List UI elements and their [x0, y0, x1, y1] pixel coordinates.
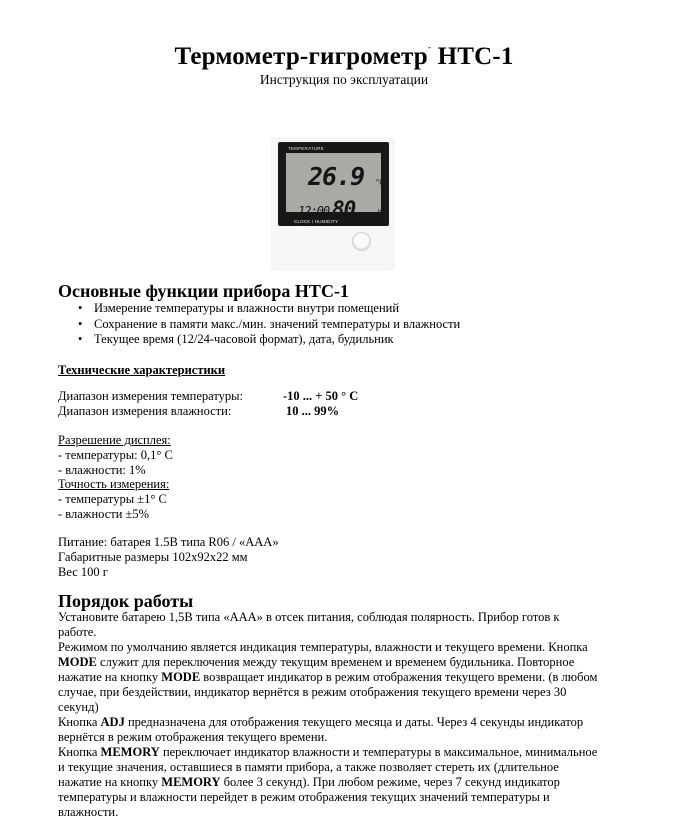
text-span: нажатие на кнопку	[58, 775, 162, 789]
lcd-humidity: 80	[332, 197, 356, 221]
list-item	[58, 301, 460, 317]
device-label-clock-humidity: CLOCK / HUMIDITY	[294, 219, 339, 224]
temp-range-label: Диапазон измерения температуры:	[58, 389, 244, 403]
memory-key-label: MEMORY	[100, 745, 160, 759]
page-title	[0, 42, 688, 71]
mode-key-label: MODE	[161, 670, 201, 684]
title-superscript: -	[427, 42, 432, 52]
hum-range-label: Диапазон измерения влажности:	[58, 404, 232, 418]
bullet-icon: •	[78, 316, 83, 331]
operation-p1-line1: Установите батарею 1,5В типа «ААА» в отсек питания, соблюдая полярность. Прибор готов к	[58, 610, 560, 624]
lcd-temp-unit: °C	[376, 178, 385, 187]
resolution-humidity: - влажности: 1%	[58, 463, 146, 477]
operation-p3-line1	[58, 715, 583, 730]
accuracy-heading: Точность измерения:	[58, 477, 170, 491]
operation-p2-line5: секунд)	[58, 700, 99, 714]
functions-heading: Основные функции прибора HTC-1	[58, 281, 349, 301]
text-span: переключает индикатор влажности и температуры в максимальное, минимальное	[159, 745, 598, 759]
device-lcd	[286, 153, 386, 221]
operation-p4-line2: и текущие значения, оставшиеся в памяти прибора, а также позволяет стереть их (длительное	[58, 760, 559, 774]
device-screen	[278, 142, 389, 232]
operation-heading: Порядок работы	[58, 591, 194, 611]
dimensions-spec: Габаритные размеры 102х92х22 мм	[58, 550, 248, 564]
device-model-label: HTC-1	[294, 226, 309, 232]
operation-p2-line3	[58, 670, 597, 685]
bullet-icon: •	[78, 301, 83, 315]
text-span: предназначена для отображения текущего месяца и даты. Через 4 секунды индикатор	[124, 715, 584, 729]
text-span: более 3 секунд). При любом режиме, через 7 секунд индикатор	[220, 775, 560, 789]
operation-p4-line5: влажности.	[58, 805, 119, 819]
list-item	[58, 332, 460, 348]
lcd-temperature: 26.9	[308, 162, 365, 191]
hum-range-value: 10 ... 99%	[286, 404, 340, 418]
operation-p2-line2	[58, 655, 574, 670]
operation-p1-line2: работе.	[58, 625, 97, 639]
accuracy-temperature: - температуры ±1° С	[58, 492, 167, 506]
lcd-humidity-unit: %	[377, 208, 386, 218]
title-model: HTC-1	[437, 43, 514, 70]
page-subtitle: Инструкция по эксплуатации	[259, 72, 429, 87]
device-image	[272, 138, 394, 270]
adj-key-label: ADJ	[100, 715, 125, 729]
list-item	[58, 317, 460, 333]
operation-p2-line1: Режимом по умолчанию является индикация температуры, влажности и текущего времени. Кнопка	[58, 640, 588, 654]
operation-p3-line2: вернётся в режим отображения текущего времени.	[58, 730, 328, 744]
device-label-temperature: TEMPERATURE	[288, 146, 324, 151]
text-span: Кнопка	[58, 715, 101, 729]
device-stand-knob	[352, 232, 371, 251]
operation-p2-line4: случае, при бездействии, индикатор вернётся в режим отображения текущего времени через 30	[58, 685, 567, 699]
mode-key-label: MODE	[58, 655, 97, 669]
specs-heading: Технические характеристики	[58, 363, 226, 377]
operation-p4-line1	[58, 745, 597, 760]
text-span: служит для переключения между текущим временем и временем будильника. Повторное	[96, 655, 575, 669]
resolution-temperature: - температуры: 0,1° С	[58, 448, 173, 462]
accuracy-humidity: - влажности ±5%	[58, 507, 150, 521]
resolution-heading: Разрешение дисплея:	[58, 433, 171, 447]
functions-list	[58, 301, 460, 348]
list-item-text: Текущее время (12/24-часовой формат), дата, будильник	[94, 332, 394, 346]
bullet-icon: •	[78, 332, 83, 346]
list-item-text: Сохранение в памяти макс./мин. значений температуры и влажности	[94, 316, 461, 331]
title-text: Термометр-гигрометр	[174, 43, 428, 70]
text-span: нажатие на кнопку	[58, 670, 162, 684]
text-span: Кнопка	[58, 745, 101, 759]
power-spec: Питание: батарея 1.5В типа R06 / «ААА»	[58, 535, 279, 549]
operation-p4-line3	[58, 775, 560, 790]
operation-p4-line4: температуры и влажности перейдет в режим отображения текущих значений температуры и	[58, 790, 550, 804]
temp-range-value: -10 ... + 50 ° С	[283, 389, 359, 403]
lcd-time: 12:00	[298, 204, 330, 218]
memory-key-label: MEMORY	[161, 775, 221, 789]
text-span: возвращает индикатор в режим отображения текущего времени. (в любом	[200, 670, 598, 684]
list-item-text: Измерение температуры и влажности внутри помещений	[94, 301, 400, 315]
weight-spec: Вес 100 г	[58, 565, 108, 579]
